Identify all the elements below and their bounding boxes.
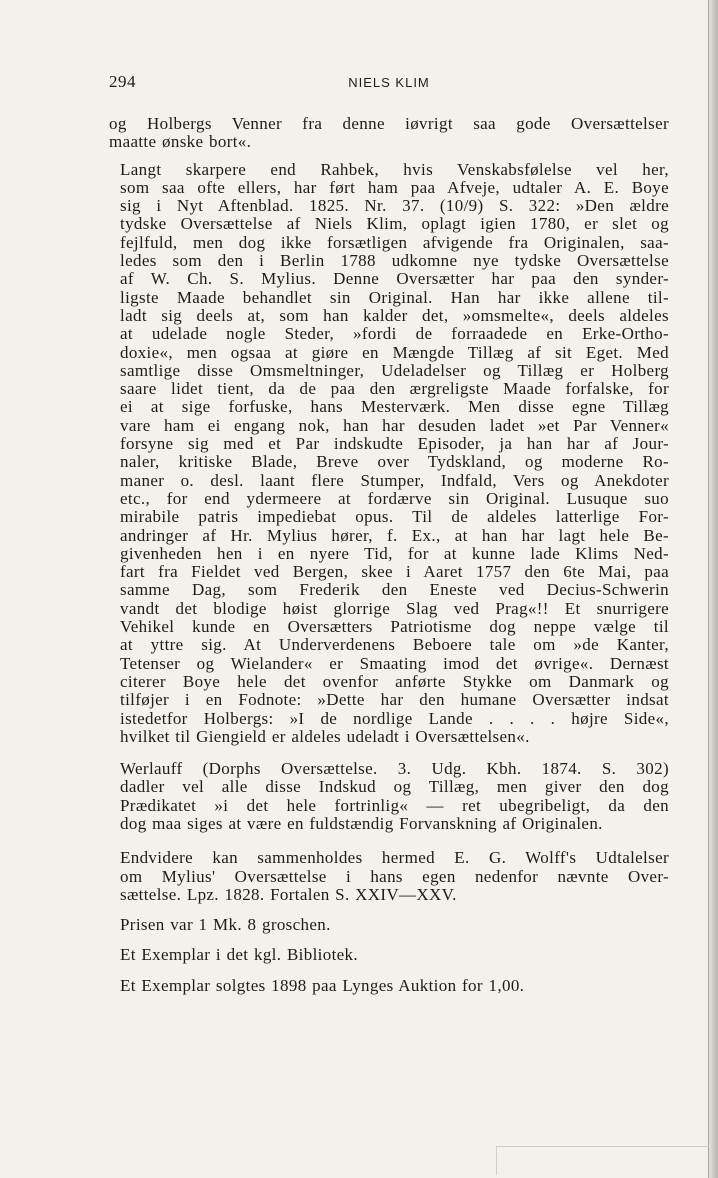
text-line: maner o. desl. laant flere Stumper, Indfald, Vers og Anekdoter [120, 470, 669, 490]
paragraph [109, 760, 669, 833]
paragraph [109, 946, 669, 964]
text-line: mirabile patris impediebat opus. Til de aldeles latterlige For- [120, 507, 669, 527]
text-line: forsyne sig med et Par indskudte Episoder, ja han har af Jour- [120, 434, 669, 454]
text-line: Langt skarpere end Rahbek, hvis Venskabsfølelse vel her, [120, 159, 669, 179]
text-line: Prædikatet »i det hele fortrinlig« — ret ubegribeligt, da den [120, 795, 669, 815]
text-line: sættelse. Lpz. 1828. Fortalen S. XXIV—XXV. [120, 884, 457, 904]
text-line: Et Exemplar solgtes 1898 paa Lynges Auktion for 1,00. [120, 975, 525, 995]
text-line: citerer Boye hele det ovenfor anførte Stykke om Danmark og [120, 671, 669, 691]
text-line: dog maa siges at være en fuldstændig Forvanskning af Originalen. [120, 813, 603, 833]
running-head [109, 72, 669, 94]
text-line: istedetfor Holbergs: »I de nordlige Lande . . . . højre Side«, [120, 708, 669, 728]
paragraph [109, 916, 669, 934]
text-line: Et Exemplar i det kgl. Bibliotek. [120, 945, 358, 965]
page-edge-line [708, 0, 709, 1178]
text-line: ladt sig deels at, som han kalder det, »omsmelte«, deels aldeles [120, 305, 669, 325]
text-line: vare ham ei engang nok, han har desuden ladet »et Par Venner« [120, 415, 669, 435]
text-line: maatte ønske bort«. [109, 132, 252, 152]
paragraph [109, 977, 669, 995]
text-line: andringer af Hr. Mylius hører, f. Ex., at han har lagt hele Be- [120, 525, 669, 545]
text-line: dadler vel alle disse Indskud og Tillæg, men giver den dog [120, 777, 669, 797]
text-line: Tetenser og Wielander« er Smaating imod det øvrige«. Dernæst [120, 653, 669, 673]
scan-corner-mark [496, 1146, 709, 1175]
text-line: sig i Nyt Aftenblad. 1825. Nr. 37. (10/9) S. 322: »Den ældre [120, 196, 669, 216]
text-line: hvilket til Giengield er aldeles udeladt i Oversættelsen«. [120, 726, 530, 746]
text-line: samtlige disse Omsmeltninger, Udeladelser og Tillæg er Holberg [120, 360, 669, 380]
text-line: at yttre sig. At Underverdenens Beboere tale om »de Kanter, [120, 635, 669, 655]
text-line: doxie«, men ogsaa at giøre en Mængde Tillæg af sit Eget. Med [120, 342, 669, 362]
text-line: og Holbergs Venner fra denne iøvrigt saa gode Oversættelser [109, 114, 669, 133]
text-line: ledes som den i Berlin 1788 udkomne nye tydske Oversættelse [120, 251, 669, 271]
text-line: Prisen var 1 Mk. 8 groschen. [120, 915, 331, 935]
text-line: etc., for end ydermeere at fordærve sin Original. Lusuque suo [120, 488, 669, 508]
text-line: naler, kritiske Blade, Breve over Tydskland, og moderne Ro- [120, 452, 669, 472]
text-line: Endvidere kan sammenholdes hermed E. G. Wolff's Udtalelser [120, 848, 669, 868]
text-line: fejlfuld, men dog ikke forsætligen afvigende fra Originalen, saa- [120, 232, 669, 252]
text-line: samme Dag, som Frederik den Eneste ved Decius-Schwerin [120, 580, 669, 600]
text-line: om Mylius' Oversættelse i hans egen nedenfor nævnte Over- [120, 866, 669, 886]
text-line: at udelade nogle Steder, »fordi de forraadede en Erke-Ortho- [120, 324, 669, 344]
paragraph [109, 115, 669, 152]
text-line: vandt det blodige høist glorrige Slag ved Prag«!! Et snurrigere [120, 598, 669, 618]
text-line: givenheden hen i en nyere Tid, for at kunne lade Klims Ned- [120, 543, 669, 563]
text-line: ligste Maade behandlet sin Original. Han har ikke allene til- [120, 287, 669, 307]
text-line: som saa ofte ellers, har ført ham paa Afveje, udtaler A. E. Boye [120, 177, 669, 197]
text-line: saare lidet tient, da de paa den ærgreligste Maade forfalske, for [120, 379, 669, 399]
text-line: tilføjer i en Fodnote: »Dette har den humane Oversætter indsat [120, 690, 669, 710]
paragraph [109, 849, 669, 904]
text-line: fart fra Fieldet ved Bergen, skee i Aaret 1757 den 6te Mai, paa [120, 562, 669, 582]
text-line: Vehikel kunde en Oversætters Patriotisme dog neppe vælge til [120, 617, 669, 637]
body-text [109, 115, 669, 995]
page-edge [709, 0, 718, 1178]
text-line: tydske Oversættelse af Niels Klim, oplagt igien 1780, er slet og [120, 214, 669, 234]
text-line: Werlauff (Dorphs Oversættelse. 3. Udg. Kbh. 1874. S. 302) [120, 759, 669, 779]
page-number: 294 [109, 72, 136, 91]
text-line: ei at sige forfuske, hans Mesterværk. Men disse egne Tillæg [120, 397, 669, 417]
running-title: NIELS KLIM [348, 75, 430, 90]
paragraph [109, 161, 669, 747]
text-line: af W. Ch. S. Mylius. Denne Oversætter har paa den synder- [120, 269, 669, 289]
